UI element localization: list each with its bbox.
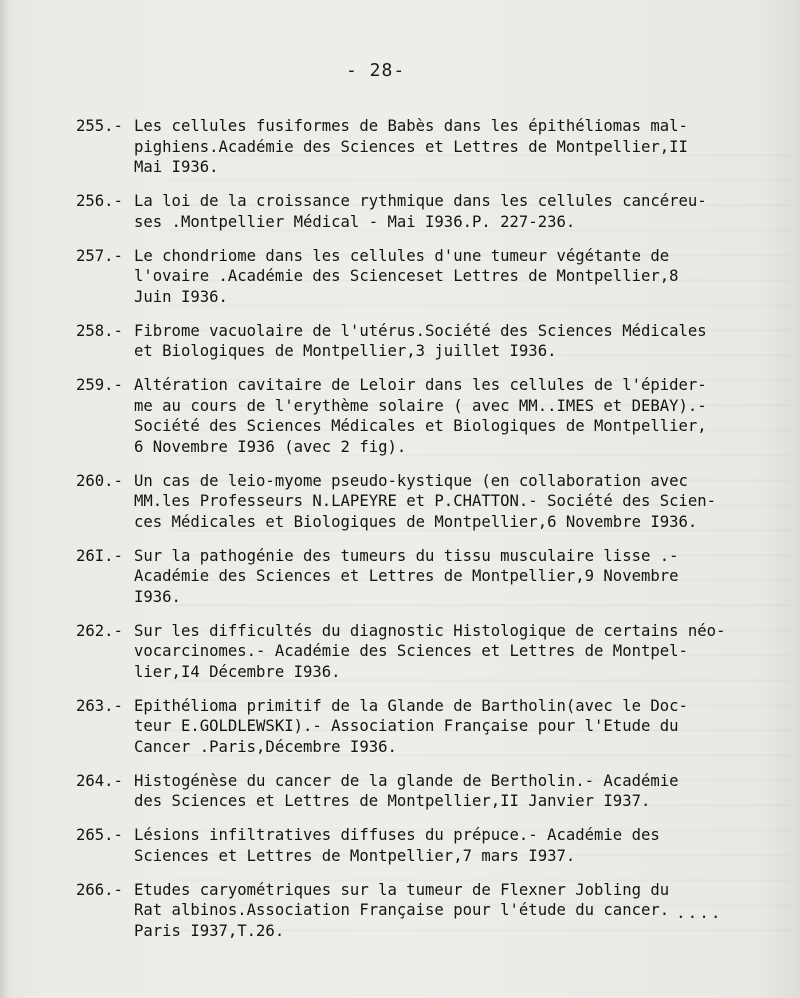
entry-line: ses .Montpellier Médical - Mai I936.P. 227-236. — [134, 212, 576, 231]
entry-text — [134, 621, 780, 683]
entry-text — [134, 191, 780, 232]
entry-line: lier,I4 Décembre I936. — [134, 662, 341, 681]
entry-line: vocarcinomes.- Académie des Sciences et Lettres de Montpel- — [134, 642, 688, 660]
entry-line: I936. — [134, 587, 181, 606]
entry-text — [134, 321, 780, 362]
entry-number: 256.- — [76, 192, 123, 210]
entry-line: Les cellules fusiformes de Babès dans les épithéliomas mal- — [134, 117, 688, 135]
entry-line: Sciences et Lettres de Montpellier,7 mars I937. — [134, 846, 576, 865]
entry-line: Mai I936. — [134, 158, 219, 176]
entry-text — [134, 771, 780, 812]
entry-number: 255.- — [76, 117, 123, 135]
entry-line: teur E.GOLDLEWSKI).- Association Française pour l'Etude du — [134, 717, 679, 735]
entry-number: 257.- — [76, 246, 123, 265]
entry-text — [134, 825, 780, 866]
entry-number: 26I.- — [76, 546, 123, 565]
entry-number: 266.- — [76, 880, 123, 899]
bibliography-entry — [76, 116, 780, 178]
bibliography-entry — [76, 771, 780, 812]
bibliography-entry — [76, 375, 780, 457]
entry-line: Lésions infiltratives diffuses du prépuce.- Académie des — [134, 826, 660, 844]
entry-line: des Sciences et Lettres de Montpellier,II Janvier I937. — [134, 792, 651, 810]
bibliography-entry — [76, 621, 780, 683]
entry-line: Epithélioma primitif de la Glande de Bartholin(avec le Doc- — [134, 696, 688, 715]
entry-line: me au cours de l'erythème solaire ( avec MM..IMES et DEBAY).- — [134, 396, 707, 415]
entry-line: Altération cavitaire de Leloir dans les cellules de l'épider- — [134, 376, 707, 394]
entry-line: Sur les difficultés du diagnostic Histologique de certains néo- — [134, 621, 726, 640]
entry-line: et Biologiques de Montpellier,3 juillet I936. — [134, 342, 557, 360]
bibliography-entry — [76, 191, 780, 232]
entry-number: 259.- — [76, 376, 123, 394]
bibliography-entry — [76, 471, 780, 533]
entry-number: 258.- — [76, 321, 123, 340]
entry-line: Sur la pathogénie des tumeurs du tissu musculaire lisse .- — [134, 546, 679, 565]
entry-line: Un cas de leio-myome pseudo-kystique (en collaboration avec — [134, 471, 688, 490]
entry-line: l'ovaire .Académie des Scienceset Lettres de Montpellier,8 — [134, 267, 679, 285]
entry-number: 260.- — [76, 471, 123, 490]
entry-text — [134, 246, 780, 308]
bibliography-entry — [76, 696, 780, 758]
entry-line: MM.les Professeurs N.LAPEYRE et P.CHATTON.- Société des Scien- — [134, 492, 717, 510]
entry-line: Cancer .Paris,Décembre I936. — [134, 737, 397, 756]
entry-line: Fibrome vacuolaire de l'utérus.Société des Sciences Médicales — [134, 321, 707, 340]
entry-text — [134, 546, 780, 608]
entry-text — [134, 471, 780, 533]
page-number: - 28- — [346, 60, 406, 81]
entry-text — [134, 375, 780, 457]
bibliography-list — [76, 116, 780, 955]
entry-number: 265.- — [76, 826, 123, 844]
entry-line: Histogénèse du cancer de la glande de Bertholin.- Académie — [134, 771, 679, 790]
bibliography-entry — [76, 825, 780, 866]
entry-line: pighiens.Académie des Sciences et Lettres de Montpellier,II — [134, 137, 688, 156]
entry-line: La loi de la croissance rythmique dans les cellules cancéreu- — [134, 192, 707, 210]
entry-line: Le chondriome dans les cellules d'une tumeur végétante de — [134, 246, 670, 265]
entry-number: 263.- — [76, 696, 123, 715]
bibliography-entry — [76, 246, 780, 308]
entry-line: Académie des Sciences et Lettres de Montpellier,9 Novembre — [134, 567, 679, 585]
entry-number: 264.- — [76, 771, 123, 790]
entry-line: Société des Sciences Médicales et Biologiques de Montpellier, — [134, 417, 707, 435]
entry-line: Paris I937,T.26. — [134, 921, 285, 940]
entry-line: 6 Novembre I936 (avec 2 fig). — [134, 437, 407, 456]
entry-text — [134, 696, 780, 758]
entry-text — [134, 116, 780, 178]
continuation-mark: .... — [676, 903, 723, 922]
entry-line: Rat albinos.Association Française pour l'étude du cancer. — [134, 901, 670, 919]
entry-number: 262.- — [76, 621, 123, 640]
entry-line: Juin I936. — [134, 287, 228, 306]
bibliography-entry — [76, 546, 780, 608]
bibliography-entry — [76, 880, 780, 942]
entry-line: Etudes caryométriques sur la tumeur de Flexner Jobling du — [134, 880, 670, 899]
entry-line: ces Médicales et Biologiques de Montpellier,6 Novembre I936. — [134, 512, 698, 531]
bibliography-entry — [76, 321, 780, 362]
